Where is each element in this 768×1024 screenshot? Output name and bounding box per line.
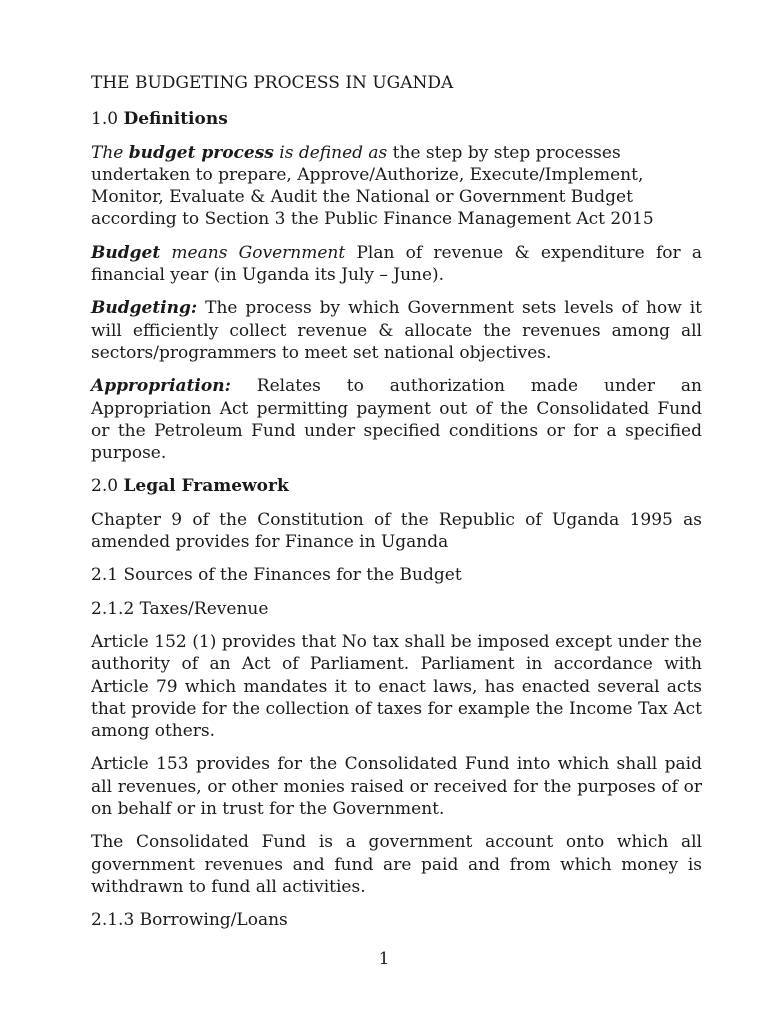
subheading-borrowing: 2.1.3 Borrowing/Loans xyxy=(91,910,288,931)
document-title: THE BUDGETING PROCESS IN UGANDA xyxy=(91,73,454,93)
document-page xyxy=(91,72,702,943)
section-heading-legal-framework xyxy=(91,475,702,497)
italic-text: The xyxy=(91,142,129,163)
italic-text: is defined as xyxy=(273,142,388,163)
section-title: Legal Framework xyxy=(123,476,289,497)
defined-term: budget process xyxy=(128,142,274,163)
defined-term: Budget xyxy=(91,242,161,263)
subheading-sources: 2.1 Sources of the Finances for the Budget xyxy=(91,565,462,586)
paragraph-text: the step by step processes undertaken to prepare, Approve/Authorize, Execute/Implement, Monitor, Evaluate & Audit the National or Government Budget according to Section 3 the Public Finance Management Act 2015 xyxy=(91,142,654,230)
defined-term: Budgeting: xyxy=(91,298,198,319)
paragraph-budget xyxy=(91,242,702,287)
paragraph-budget-process xyxy=(91,142,702,231)
paragraph-appropriation xyxy=(91,375,702,464)
paragraph-article-153: Article 153 provides for the Consolidated Fund into which shall paid all revenues, or other monies raised or received for the purposes of or on behalf or in trust for the Government. xyxy=(91,754,702,820)
paragraph-text: The process by which Government sets levels of how it will efficiently collect revenue & allocate the revenues among all sectors/programmers to meet set national objectives. xyxy=(91,298,702,363)
section-title: Definitions xyxy=(123,109,228,130)
subheading-taxes: 2.1.2 Taxes/Revenue xyxy=(91,598,269,619)
paragraph-text: Plan of revenue & expenditure for a financial year (in Uganda its July – June). xyxy=(91,242,702,286)
page-number: 1 xyxy=(378,949,390,969)
paragraph-chapter-9: Chapter 9 of the Constitution of the Republic of Uganda 1995 as amended provides for Finance in Uganda xyxy=(91,509,702,553)
paragraph-budgeting xyxy=(91,297,702,364)
section-number: 2.0 xyxy=(91,476,124,497)
paragraph-consolidated-fund: The Consolidated Fund is a government account onto which all government revenues and fund are paid and from which money is withdrawn to fund all activities. xyxy=(91,832,702,897)
italic-text: means Government xyxy=(160,242,346,263)
section-heading-definitions xyxy=(91,108,702,130)
paragraph-text: Relates to authorization made under an Appropriation Act permitting payment out of the Consolidated Fund or the Petroleum Fund under specified conditions or for a specified purpose. xyxy=(91,376,702,464)
defined-term: Appropriation: xyxy=(91,376,231,397)
paragraph-article-152: Article 152 (1) provides that No tax shall be imposed except under the authority of an Act of Parliament. Parliament in accordance with Article 79 which mandates it to enact laws, has enacted several acts that provide for the collection of taxes for example the Income Tax Act among others. xyxy=(91,631,702,742)
section-number: 1.0 xyxy=(91,109,124,130)
